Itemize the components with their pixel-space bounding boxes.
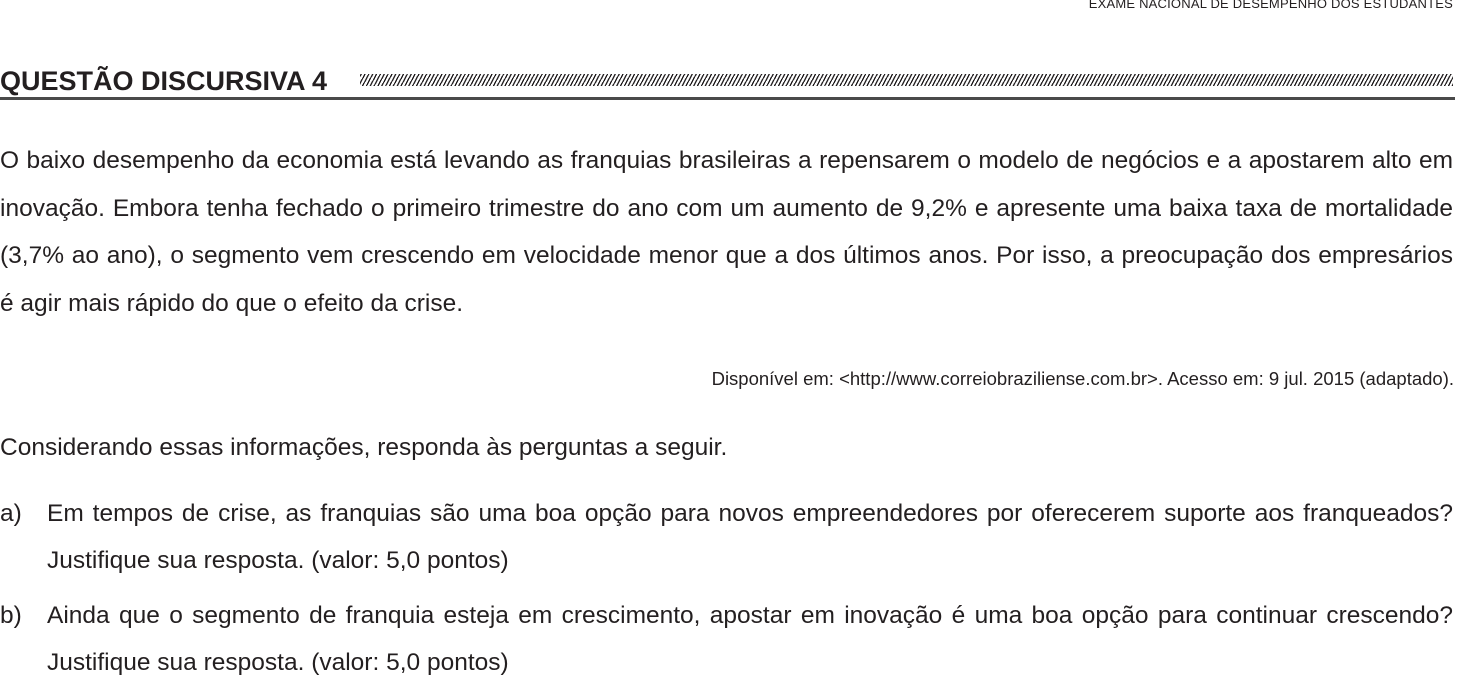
question-title: QUESTÃO DISCURSIVA 4	[0, 66, 328, 96]
item-letter: b)	[0, 602, 22, 629]
item-text: Em tempos de crise, as franquias são uma boa opção para novos empreendedores por oferecerem suporte aos franqueados? Justifique sua resposta. (valor: 5,0 pontos)	[47, 500, 1453, 574]
question-item-a	[0, 490, 1453, 584]
question-prompt: Considerando essas informações, responda às perguntas a seguir.	[0, 434, 728, 461]
title-hatch-decoration	[360, 74, 1453, 86]
item-text: Ainda que o segmento de franquia esteja em crescimento, apostar em inovação é uma boa opção para continuar crescendo? Justifique sua resposta. (valor: 5,0 pontos)	[47, 602, 1453, 676]
source-citation: Disponível em: <http://www.correiobraziliense.com.br>. Acesso em: 9 jul. 2015 (adaptado).	[711, 368, 1454, 389]
item-letter: a)	[0, 500, 22, 527]
intro-paragraph: O baixo desempenho da economia está levando as franquias brasileiras a repensarem o modelo de negócios e a apostarem alto em inovação. Embora tenha fechado o primeiro trimestre do ano com um aumento de 9,2% e apresente uma baixa taxa de mortalidade (3,7% ao ano), o segmento vem crescendo em velocidade menor que a dos últimos anos. Por isso, a preocupação dos empresários é agir mais rápido do que o efeito da crise.	[0, 147, 1453, 317]
title-underline	[0, 97, 1455, 100]
question-title-bar	[0, 64, 1455, 100]
exam-header: EXAME NACIONAL DE DESEMPENHO DOS ESTUDANTES	[1088, 0, 1453, 11]
question-item-b	[0, 592, 1453, 686]
